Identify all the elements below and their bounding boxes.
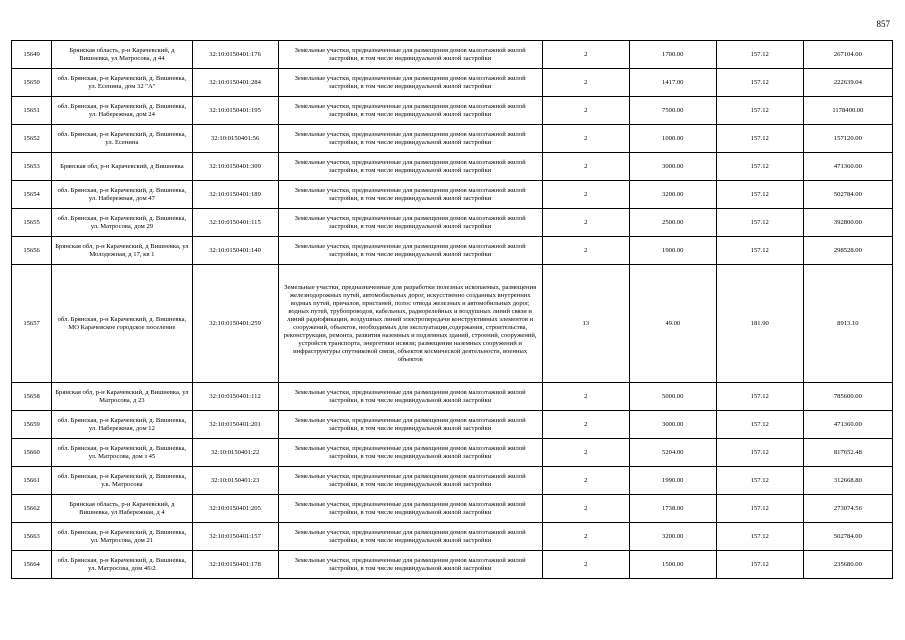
cadastral-value-cell: 298528.00 [803,237,892,265]
use-group-code-cell: 2 [542,181,629,209]
use-group-code-cell: 2 [542,523,629,551]
cadastral-number-cell: 32:10:0150401:56 [192,125,278,153]
row-number-cell: 15652 [12,125,52,153]
specific-value-cell: 157.12 [716,383,803,411]
cadastral-number-cell: 32:10:0150401:189 [192,181,278,209]
use-group-code-cell: 2 [542,383,629,411]
cadastral-number-cell: 32:10:0150401:22 [192,439,278,467]
cadastral-number-cell: 32:10:0150401:157 [192,523,278,551]
specific-value-cell: 157.12 [716,495,803,523]
specific-value-cell: 157.12 [716,237,803,265]
cadastral-value-cell: 785600.00 [803,383,892,411]
row-number-cell: 15655 [12,209,52,237]
area-cell: 1500.00 [629,551,716,579]
table-row [12,439,893,467]
area-cell: 1417.00 [629,69,716,97]
cadastral-number-cell: 32:10:0150401:112 [192,383,278,411]
specific-value-cell: 157.12 [716,439,803,467]
row-number-cell: 15654 [12,181,52,209]
page-number: 857 [876,19,890,29]
specific-value-cell: 157.12 [716,551,803,579]
cadastral-number-cell: 32:10:0150401:140 [192,237,278,265]
table-row [12,383,893,411]
area-cell: 1990.00 [629,467,716,495]
use-group-code-cell: 2 [542,209,629,237]
row-number-cell: 15663 [12,523,52,551]
area-cell: 3000.00 [629,411,716,439]
cadastral-number-cell: 32:10:0150401:309 [192,153,278,181]
use-group-code-cell: 2 [542,41,629,69]
permitted-use-cell: Земельные участки, предназначенные для размещения домов малоэтажной жилой застройки, в том числе индивидуальной жилой застройки [278,209,542,237]
permitted-use-cell: Земельные участки, предназначенные для размещения домов малоэтажной жилой застройки, в том числе индивидуальной жилой застройки [278,467,542,495]
permitted-use-cell: Земельные участки, предназначенные для размещения домов малоэтажной жилой застройки, в том числе индивидуальной жилой застройки [278,495,542,523]
table-row [12,153,893,181]
area-cell: 1000.00 [629,125,716,153]
table-row [12,495,893,523]
table-row [12,411,893,439]
specific-value-cell: 157.12 [716,467,803,495]
cadastral-value-cell: 502784.00 [803,523,892,551]
area-cell: 1700.00 [629,41,716,69]
area-cell: 3200.00 [629,523,716,551]
address-cell: Брянская область, р-н Карачевский, д Вишневка, ул Набережная, д 4 [52,495,193,523]
table-row [12,551,893,579]
address-cell: обл. Брянская, р-н Карачевский, д. Вишневка, МО Карачевское городское поселение [52,265,193,383]
use-group-code-cell: 2 [542,97,629,125]
table-row [12,209,893,237]
specific-value-cell: 157.12 [716,411,803,439]
permitted-use-cell: Земельные участки, предназначенные для размещения домов малоэтажной жилой застройки, в том числе индивидуальной жилой застройки [278,153,542,181]
cadastral-value-cell: 8913.10 [803,265,892,383]
area-cell: 3000.00 [629,153,716,181]
row-number-cell: 15661 [12,467,52,495]
permitted-use-cell: Земельные участки, предназначенные для размещения домов малоэтажной жилой застройки, в том числе индивидуальной жилой застройки [278,237,542,265]
use-group-code-cell: 2 [542,411,629,439]
area-cell: 5000.00 [629,383,716,411]
table-row [12,467,893,495]
area-cell: 7500.00 [629,97,716,125]
specific-value-cell: 157.12 [716,69,803,97]
permitted-use-cell: Земельные участки, предназначенные для разработки полезных ископаемых, размещения железнодорожных путей, автомобильных дорог, искусственно созданных внутренних водных путей, причалов, пристаней, полос отвода железных и автомобильных дорог, водных путей, трубопроводов, кабельных, радиорелейных и воздушных линий связи и линий радиофикации, воздушных линий электропередачи конструктивных элементов и сооружений, объектов, необходимых для эксплуатации,содержания, строительства, реконструкции, ремонта, развития наземных и подземных зданий, строений, сооружений, устройств транспорта, энергетики исвязи; размещения наземных сооружений и инфраструктуры спутниковой связи, объектов космической деятельности, военных объектов [278,265,542,383]
address-cell: обл. Брянская, р-н Карачевский, д. Вишневка, ул. Есенина [52,125,193,153]
table-row [12,523,893,551]
cadastral-number-cell: 32:10:0150401:178 [192,551,278,579]
permitted-use-cell: Земельные участки, предназначенные для размещения домов малоэтажной жилой застройки, в том числе индивидуальной жилой застройки [278,551,542,579]
address-cell: обл. Брянская, р-н Карачевский, д. Вишневка, ул. Набережная, дом 12 [52,411,193,439]
cadastral-value-cell: 502784.00 [803,181,892,209]
land-register-table [11,40,893,579]
row-number-cell: 15653 [12,153,52,181]
specific-value-cell: 157.12 [716,41,803,69]
area-cell: 1900.00 [629,237,716,265]
cadastral-value-cell: 471360.00 [803,153,892,181]
row-number-cell: 15658 [12,383,52,411]
permitted-use-cell: Земельные участки, предназначенные для размещения домов малоэтажной жилой застройки, в том числе индивидуальной жилой застройки [278,125,542,153]
use-group-code-cell: 2 [542,467,629,495]
address-cell: Брянская область, р-н Карачевский, д Вишневка, ул Матросова, д 44 [52,41,193,69]
permitted-use-cell: Земельные участки, предназначенные для размещения домов малоэтажной жилой застройки, в том числе индивидуальной жилой застройки [278,411,542,439]
cadastral-number-cell: 32:10:0150401:115 [192,209,278,237]
area-cell: 5204.00 [629,439,716,467]
address-cell: обл. Брянская, р-н Карачевский, д. Вишневка, ул. Есенина, дом 32 "А" [52,69,193,97]
use-group-code-cell: 2 [542,439,629,467]
table-row [12,97,893,125]
row-number-cell: 15659 [12,411,52,439]
use-group-code-cell: 13 [542,265,629,383]
specific-value-cell: 157.12 [716,209,803,237]
specific-value-cell: 157.12 [716,181,803,209]
address-cell: обл. Брянская, р-н Карачевский, д. Вишневка, ул. Матросова, дом з 45 [52,439,193,467]
use-group-code-cell: 2 [542,125,629,153]
cadastral-value-cell: 235680.00 [803,551,892,579]
cadastral-number-cell: 32:10:0150401:284 [192,69,278,97]
cadastral-value-cell: 157120.00 [803,125,892,153]
permitted-use-cell: Земельные участки, предназначенные для размещения домов малоэтажной жилой застройки, в том числе индивидуальной жилой застройки [278,97,542,125]
cadastral-value-cell: 312668.80 [803,467,892,495]
specific-value-cell: 157.12 [716,125,803,153]
use-group-code-cell: 2 [542,551,629,579]
cadastral-value-cell: 392800.00 [803,209,892,237]
permitted-use-cell: Земельные участки, предназначенные для размещения домов малоэтажной жилой застройки, в том числе индивидуальной жилой застройки [278,523,542,551]
area-cell: 2500.00 [629,209,716,237]
use-group-code-cell: 2 [542,69,629,97]
address-cell: Брянская обл, р-н Карачевский, д Вишневка [52,153,193,181]
cadastral-value-cell: 222639.04 [803,69,892,97]
address-cell: Брянская обл, р-н Карачевский, д Вишневка, ул Молодежная, д 17, кв 1 [52,237,193,265]
cadastral-value-cell: 267104.00 [803,41,892,69]
cadastral-number-cell: 32:10:0150401:205 [192,495,278,523]
area-cell: 3200.00 [629,181,716,209]
cadastral-number-cell: 32:10:0150401:176 [192,41,278,69]
use-group-code-cell: 2 [542,153,629,181]
table-row [12,125,893,153]
permitted-use-cell: Земельные участки, предназначенные для размещения домов малоэтажной жилой застройки, в том числе индивидуальной жилой застройки [278,41,542,69]
cadastral-number-cell: 32:10:0150401:195 [192,97,278,125]
cadastral-value-cell: 1178400.00 [803,97,892,125]
table-body [12,41,893,579]
row-number-cell: 15649 [12,41,52,69]
row-number-cell: 15662 [12,495,52,523]
address-cell: обл. Брянская, р-н Карачевский, д. Вишневка, ул. Матросова, дом 46\2 [52,551,193,579]
permitted-use-cell: Земельные участки, предназначенные для размещения домов малоэтажной жилой застройки, в том числе индивидуальной жилой застройки [278,383,542,411]
cadastral-value-cell: 471360.00 [803,411,892,439]
table-row [12,265,893,383]
area-cell: 49.00 [629,265,716,383]
row-number-cell: 15660 [12,439,52,467]
address-cell: обл. Брянская, р-н Карачевский, д. Вишневка, у.к. Матросова [52,467,193,495]
table-row [12,237,893,265]
permitted-use-cell: Земельные участки, предназначенные для размещения домов малоэтажной жилой застройки, в том числе индивидуальной жилой застройки [278,181,542,209]
row-number-cell: 15657 [12,265,52,383]
area-cell: 1738.00 [629,495,716,523]
table-row [12,41,893,69]
row-number-cell: 15651 [12,97,52,125]
cadastral-value-cell: 817652.48 [803,439,892,467]
cadastral-number-cell: 32:10:0150401:23 [192,467,278,495]
row-number-cell: 15664 [12,551,52,579]
specific-value-cell: 181.90 [716,265,803,383]
use-group-code-cell: 2 [542,495,629,523]
specific-value-cell: 157.12 [716,97,803,125]
address-cell: обл. Брянская, р-н Карачевский, д. Вишневка, ул. Матросова, дом 29 [52,209,193,237]
specific-value-cell: 157.12 [716,153,803,181]
row-number-cell: 15650 [12,69,52,97]
permitted-use-cell: Земельные участки, предназначенные для размещения домов малоэтажной жилой застройки, в том числе индивидуальной жилой застройки [278,439,542,467]
address-cell: обл. Брянская, р-н Карачевский, д. Вишневка, ул. Набережная, дом 47 [52,181,193,209]
table-row [12,69,893,97]
table-row [12,181,893,209]
cadastral-value-cell: 273074.56 [803,495,892,523]
row-number-cell: 15656 [12,237,52,265]
cadastral-number-cell: 32:10:0150401:201 [192,411,278,439]
cadastral-number-cell: 32:10:0150401:259 [192,265,278,383]
permitted-use-cell: Земельные участки, предназначенные для размещения домов малоэтажной жилой застройки, в том числе индивидуальной жилой застройки [278,69,542,97]
address-cell: Брянская обл, р-н Карачевский, д Вишневка, ул Матросова, д 23 [52,383,193,411]
address-cell: обл. Брянская, р-н Карачевский, д. Вишневка, ул. Матросова, дом 21 [52,523,193,551]
specific-value-cell: 157.12 [716,523,803,551]
use-group-code-cell: 2 [542,237,629,265]
address-cell: обл. Брянская, р-н Карачевский, д. Вишневка, ул. Набережная, дом 24 [52,97,193,125]
